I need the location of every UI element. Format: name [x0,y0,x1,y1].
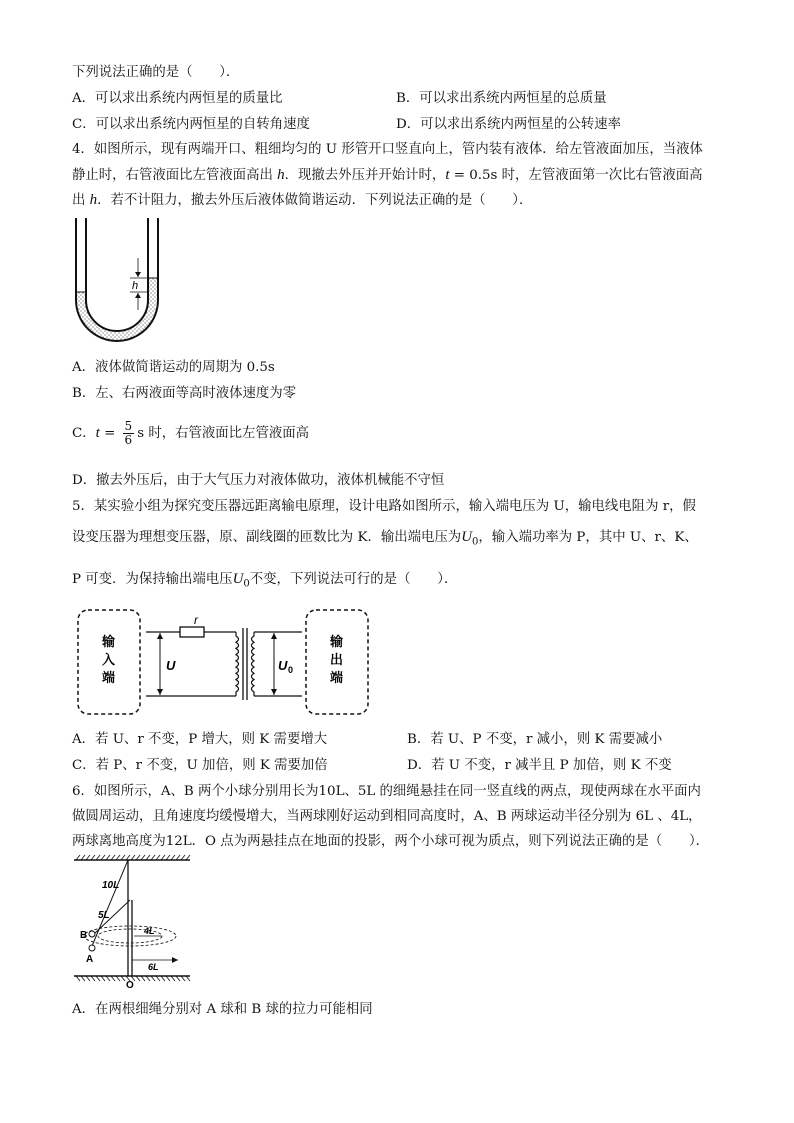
q4-text: ．若不计阻力，撤去外压后液体做简谐运动．下列说法正确的是（ ）． [97,193,533,208]
q4c-eq: = [99,426,120,442]
q5-var-u0: U [232,571,244,587]
label-O: O [126,980,134,990]
input-label-char: 输 [102,634,116,649]
q4-option-d: D．撤去外压后，由于大气压力对液体做功，液体机械能不守恒 [72,473,445,488]
output-label-char: 出 [330,652,344,667]
label-6L: 6L [148,962,159,972]
q4-var-t: t [445,167,450,183]
q6-stem-line1: 6．如图所示，A、B 两个小球分别用长为10L、5L 的细绳悬挂在同一竖直线的两点，现使两球在水平面内 [72,784,701,799]
q3-option-d: D．可以求出系统内两恒星的公转速率 [396,117,621,132]
q5-option-b: B．若 U、P 不变，r 减小，则 K 需要减小 [407,732,663,747]
q4-text: 出 [72,193,90,208]
q5-stem-line1: 5．某实验小组为探究变压器远距离输电原理，设计电路如图所示，输入端电压为 U，输电线电阻为 r，假 [72,499,696,514]
q4c-post: s 时，右管液面比左管液面高 [137,426,310,442]
secondary-coil [252,632,255,696]
q3-option-b: B．可以求出系统内两恒星的总质量 [396,91,607,106]
label-U0-sub: 0 [288,665,294,675]
pendulum-figure [72,852,192,990]
q4-stem-line2 [72,168,703,183]
q5-text: 不变，下列说法可行的是（ ）． [249,572,458,587]
label-B: B [80,930,88,941]
input-label-char: 入 [102,652,116,667]
arrowhead-up-icon [271,633,277,639]
arrowhead-up-icon [157,633,163,639]
q5-sub-0: 0 [243,578,250,590]
fraction [123,420,135,447]
q6-stem-line2: 做圆周运动，且角速度均缓慢增大，当两球刚好运动到相同高度时，A、B 两球运动半径分别为 6L 、4L， [72,809,702,824]
q5-var-u0: U [461,529,473,545]
arrowhead-down-icon [135,272,141,277]
label-5L: 5L [98,910,110,921]
string-a [92,860,128,946]
q4-stem-line3 [72,193,532,208]
arrowhead-down-icon [157,689,163,695]
q4-text: ．现撤去外压并开始计时， [284,168,446,183]
q4-option-a: A．液体做简谐运动的周期为 0.5s [72,360,275,375]
q5-stem-line3 [72,572,457,590]
label-4L: 4L [144,926,155,936]
q4-text: 静止时，右管液面比左管液面高出 [72,168,278,183]
q5-stem-line2 [72,530,698,548]
arrowhead-right-icon [172,957,178,963]
q4c-prefix: C． [72,426,96,442]
q3-option-a: A．可以求出系统内两恒星的质量比 [72,91,283,106]
q5-option-a: A．若 U、r 不变，P 增大，则 K 需要增大 [72,732,328,747]
arrowhead-up-icon [135,293,141,298]
arrowhead-down-icon [271,689,277,695]
q6-stem-line3: 两球离地高度为12L．O 点为两悬挂点在地面的投影，两个小球可视为质点，则下列说法正确的是（ ）． [72,834,710,849]
label-A: A [86,954,94,965]
output-label-char: 端 [330,670,344,685]
fig-label-h: h [132,280,139,292]
u-tube-figure [68,214,178,344]
q4-var-h: h [277,167,285,183]
fraction-denominator: 6 [124,433,133,448]
ball-a [89,945,95,951]
q6-option-a: A．在两根细绳分别对 A 球和 B 球的拉力可能相同 [72,1002,373,1017]
input-label-char: 端 [102,670,116,685]
q5-text: 设变压器为理想变压器，原、副线圈的匝数比为 K．输出端电压为 [72,530,462,545]
q4-option-b: B．左、右两液面等高时液体速度为零 [72,386,297,401]
q3-option-c: C．可以求出系统内两恒星的自转角速度 [72,117,310,132]
label-U0: U [278,658,288,673]
q4c-var-t: t [95,425,100,442]
transformer-circuit-figure [70,606,380,722]
q4-option-c [72,420,309,447]
ball-b [89,931,95,937]
q4-text: = 0.5s 时，左管液面第一次比右管液面高 [449,168,703,183]
q3-stem-tail: 下列说法正确的是（ ）． [72,65,240,80]
output-label-char: 输 [330,634,344,649]
label-r: r [194,613,198,627]
q5-text: P 可变．为保持输出端电压 [72,572,233,587]
label-10L: 10L [102,880,120,891]
q5-option-d: D．若 U 不变，r 减半且 P 加倍，则 K 不变 [407,758,672,773]
q5-sub-0: 0 [472,536,479,548]
fraction-numerator: 5 [124,419,133,433]
primary-coil [236,632,239,696]
q4-stem-line1: 4．如图所示，现有两端开口、粗细均匀的 U 形管开口竖直向上，管内装有液体．给左管液面加压，当液体 [72,142,703,157]
q5-text: ，输入端功率为 P，其中 U、r、K、 [478,530,698,545]
label-U: U [166,658,176,673]
resistor-r [180,627,204,637]
q4-var-h: h [89,192,98,208]
q5-option-c: C．若 P、r 不变，U 加倍，则 K 需要加倍 [72,758,328,773]
